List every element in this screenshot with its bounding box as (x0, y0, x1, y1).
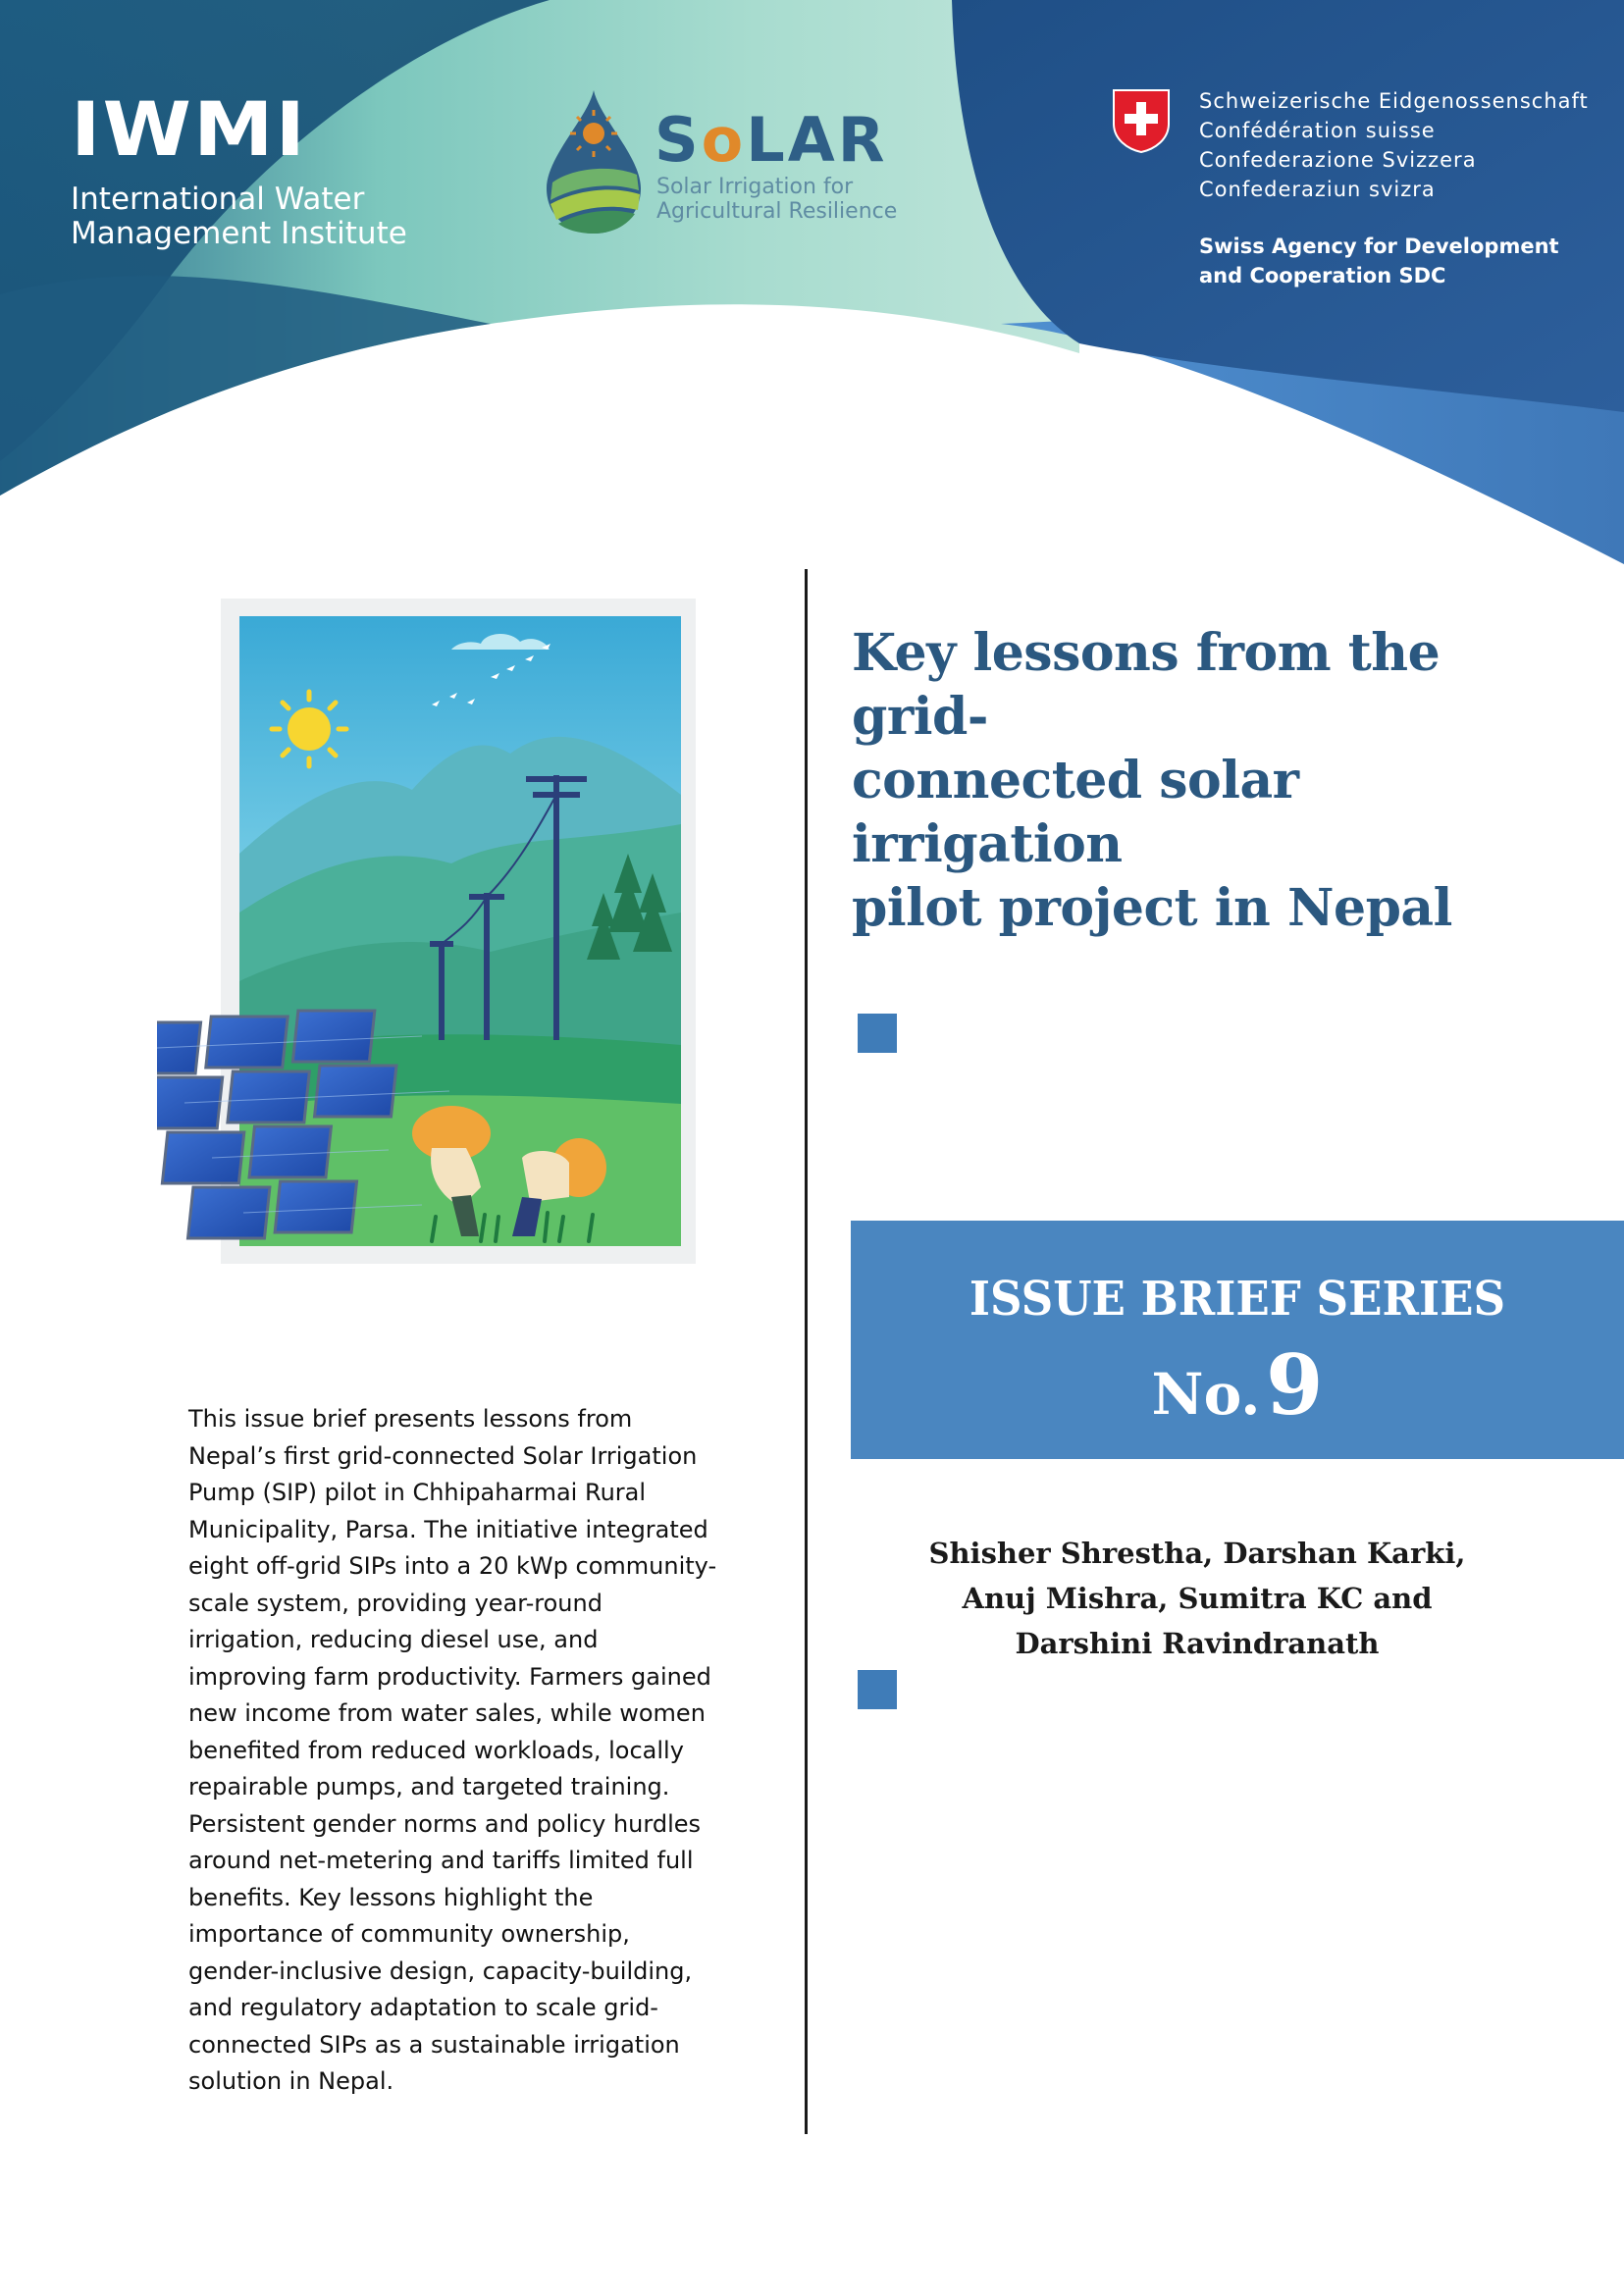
swiss-name-de: Schweizerische Eidgenossenschaft (1199, 89, 1589, 113)
solar-logo (545, 88, 937, 245)
iwmi-logo-mark: IWMI (71, 86, 308, 174)
swiss-name-rm: Confederaziun svizra (1199, 178, 1436, 201)
issue-brief-series-box (851, 1221, 1624, 1459)
page-title (852, 621, 1539, 940)
title-line2: connected solar irrigation (852, 751, 1299, 874)
series-number (851, 1336, 1624, 1448)
decorative-square-lower (858, 1670, 897, 1709)
sdc-line1: Swiss Agency for Development (1199, 235, 1559, 258)
series-number-value: 9 (1266, 1336, 1324, 1434)
swiss-confederation-names (1199, 86, 1589, 204)
solar-tagline (656, 175, 897, 224)
sdc-agency-name (1199, 232, 1559, 290)
authors (883, 1531, 1511, 1666)
series-no-label: No. (1151, 1361, 1261, 1428)
solar-wordmark: SoLAR (655, 104, 888, 176)
iwmi-name-line1: International Water (71, 182, 365, 217)
swiss-flag-icon (1112, 88, 1171, 153)
solar-drop-icon (545, 88, 643, 235)
series-title: ISSUE BRIEF SERIES (969, 1272, 1506, 1327)
iwmi-logo (71, 86, 407, 251)
title-line3: pilot project in Nepal (852, 878, 1452, 938)
swiss-name-fr: Confédération suisse (1199, 119, 1436, 142)
title-line1: Key lessons from the grid- (852, 623, 1441, 747)
solar-tagline-line1: Solar Irrigation for (656, 175, 854, 199)
iwmi-name-line2: Management Institute (71, 216, 407, 251)
sdc-line2: and Cooperation SDC (1199, 264, 1446, 287)
decorative-square-upper (858, 1014, 897, 1053)
authors-line3: Darshini Ravindranath (1015, 1627, 1380, 1660)
summary-paragraph: This issue brief presents lessons from Nepal’s first grid-connected Solar Irrigation Pump (SIP) pilot in Chhipaharmai Rural Municipality, Parsa. The initiative integrated eight off-grid SIPs into a 20 kWp community-scale system, providing year-round irrigation, reducing diesel use, and improving farm productivity. Farmers gained new income from water sales, while women benefited from reduced workloads, locally repairable pumps, and targeted training. Persistent gender norms and policy hurdles around net-metering and tariffs limited full benefits. Key lessons highlight the importance of community ownership, gender-inclusive design, capacity-building, and regulatory adaptation to scale grid-connected SIPs as a sustainable irrigation solution in Nepal. (188, 1405, 717, 2095)
swiss-name-it: Confederazione Svizzera (1199, 148, 1477, 172)
solar-farm-illustration (157, 599, 707, 1264)
authors-line1: Shisher Shrestha, Darshan Karki, (928, 1537, 1466, 1570)
column-divider (805, 569, 808, 2134)
solar-tagline-line2: Agricultural Resilience (656, 199, 898, 224)
iwmi-name (71, 183, 407, 251)
authors-line2: Anuj Mishra, Sumitra KC and (962, 1582, 1433, 1615)
